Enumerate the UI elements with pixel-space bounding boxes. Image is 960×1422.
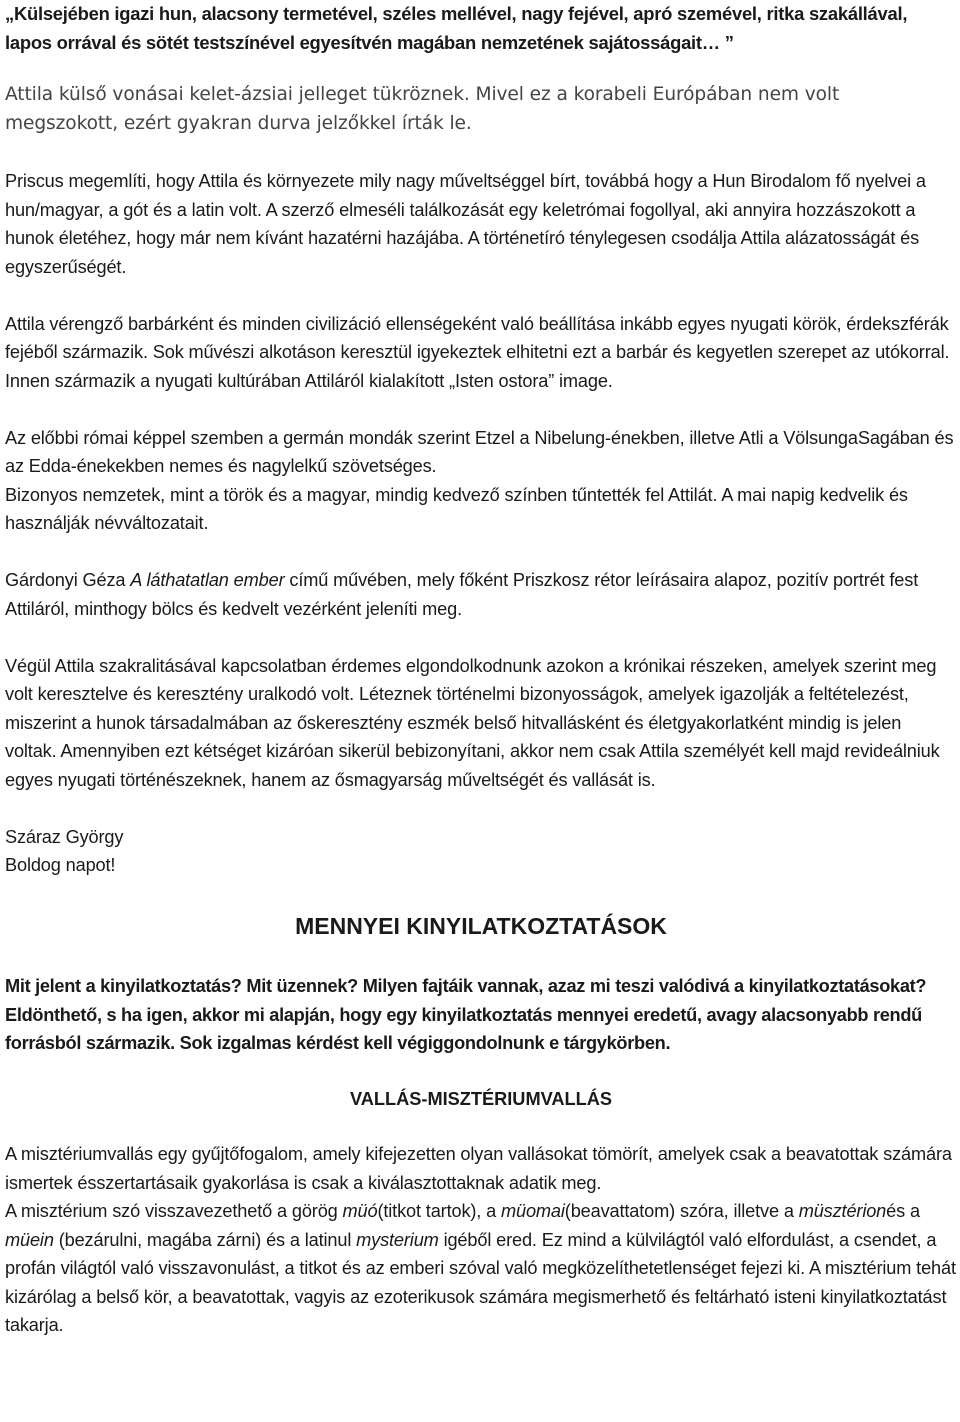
paragraph-germanic: Az előbbi római képpel szemben a germán mondák szerint Etzel a Nibelung-énekben, illetve Atli a VölsungaSagában és az Edda-énekekben nemes és nagylelkű szövetséges. <box>5 427 954 476</box>
section-subheading: VALLÁS-MISZTÉRIUMVALLÁS <box>349 1088 612 1109</box>
etym-word: müomai <box>500 1201 565 1221</box>
spacer <box>5 538 957 567</box>
etym-text: igéből ered. Ez mind a külvilágtól való elfordulást, a csendet, a profán világtól való visszavonulást, a titkot és az emberi szóval való megközelíthetetlenséget fejezi ki. A misztérium tehát kizárólag a belső kör, a beavatottak, vagyis az ezoterikusok számára megismerhető és feltárható isteni kinyilatkoztatást takarja. <box>5 1229 956 1335</box>
etym-word: müsztérion <box>798 1201 887 1221</box>
etym-text: A misztérium szó visszavezethető a görög <box>5 1201 343 1221</box>
paragraph-priscus: Priscus megemlíti, hogy Attila és környezete mily nagy műveltséggel bírt, továbbá hogy a Hun Birodalom fő nyelvei a hun/magyar, a gót és a latin volt. A szerző elmeséli találkozását egy keletrómai fogollyal, aki annyira hozzászokott a hunok életéhez, hogy már nem kívánt hazatérni hazájába. A történetíró ténylegesen csodálja Attila alázatosságát és egyszerűségét. <box>5 171 926 277</box>
spacer <box>5 1113 957 1140</box>
paragraph-gardonyi <box>5 566 957 623</box>
spacer <box>5 281 957 310</box>
gardonyi-text-after: című művében, mely főként Priszkosz rétor leírásaira alapoz, pozitív portrét fest Attiláról, minthogy bölcs és kedvelt vezérként jeleníti meg. <box>5 570 919 619</box>
section-heading: MENNYEI KINYILATKOZTATÁSOK <box>295 912 667 939</box>
section-lead: Mit jelent a kinyilatkoztatás? Mit üzennek? Milyen fajtáik vannak, azaz mi teszi valódivá a kinyilatkoztatásokat? Eldönthető, s ha igen, akkor mi alapján, hogy egy kinyilatkoztatás mennyei eredetű, avagy alacsonyabb rendű forrásból származik. Sok izgalmas kérdést kell végiggondolnunk e tárgykörben. <box>5 976 927 1053</box>
paragraph-definition: A misztériumvallás egy gyűjtőfogalom, amely kifejezetten olyan vallásokat tömörít, amelyek csak a beavatottak számára ismertek ésszertartásaik gyakorlása is csak a kiválasztottaknak adatik meg. <box>5 1144 952 1193</box>
paragraph-etymology <box>5 1197 957 1340</box>
spacer <box>5 794 957 823</box>
etym-text: (beavattatom) szóra, illetve a <box>564 1201 799 1221</box>
paragraph-barbarian: Attila vérengző barbárként és minden civilizáció ellenségeként való beállítása inkább egyes nyugati körök, érdekszférák fejéből származik. Sok művészi alkotáson keresztül igyekeztek elhitetni ezt a barbár és kegyetlen szerepet az utókorral. Innen származik a nyugati kultúrában Attiláról kialakított „Isten ostora” image. <box>5 313 950 391</box>
spacer <box>5 395 957 424</box>
intro-quote: „Külsejében igazi hun, alacsony termetével, széles mellével, nagy fejével, apró szemével, ritka szakállával, lapos orrával és sötét testszínével egyesítvén magában nemzetének sajátosságait… ” <box>5 3 908 53</box>
spacer <box>5 1058 957 1085</box>
gardonyi-book-title: A láthatatlan ember <box>130 570 285 590</box>
etym-word: mysterium <box>356 1229 439 1250</box>
paragraph-nations: Bizonyos nemzetek, mint a török és a magyar, mindig kedvező színben tűntették fel Attilát. A mai napig kedvelik és használják névváltozatait. <box>5 484 908 533</box>
etym-text: (bezárulni, magába zárni) és a latinul <box>53 1229 357 1250</box>
document-page <box>5 0 957 1340</box>
etym-text: (titkot tartok), a <box>377 1201 501 1221</box>
spacer <box>5 940 957 972</box>
etym-word: müein <box>5 1229 54 1250</box>
spacer <box>5 623 957 652</box>
paragraph-sacral: Végül Attila szakralitásával kapcsolatban érdemes elgondolkodnunk azokon a krónikai részeken, amelyek szerint meg volt keresztelve és keresztény uralkodó volt. Léteznek történelmi bizonyosságok, amelyek igazolják a feltételezést, miszerint a hunok társadalmában az őskeresztény eszmék belső hitvallásként és életgyakorlatként mindig is jelen voltak. Amennyiben ezt kétséget kizáróan sikerül bebizonyítani, akkor nem csak Attila személyét kell majd revideálniuk egyes nyugati történészeknek, hanem az ősmagyarság műveltségét és vallását is. <box>5 655 940 790</box>
spacer <box>5 57 957 81</box>
spacer <box>5 880 957 912</box>
intro-appearance: Attila külső vonásai kelet-ázsiai jelleget tükröznek. Mivel ez a korabeli Európában nem volt megszokott, ezért gyakran durva jelzőkkel írták le. <box>5 84 840 134</box>
gardonyi-text-before: Gárdonyi Géza <box>5 570 131 590</box>
spacer <box>5 138 957 167</box>
etym-word: müó <box>342 1201 378 1221</box>
signature-greeting: Boldog napot! <box>5 855 116 875</box>
etym-text: és a <box>886 1201 920 1221</box>
signature-author: Száraz György <box>5 826 124 847</box>
